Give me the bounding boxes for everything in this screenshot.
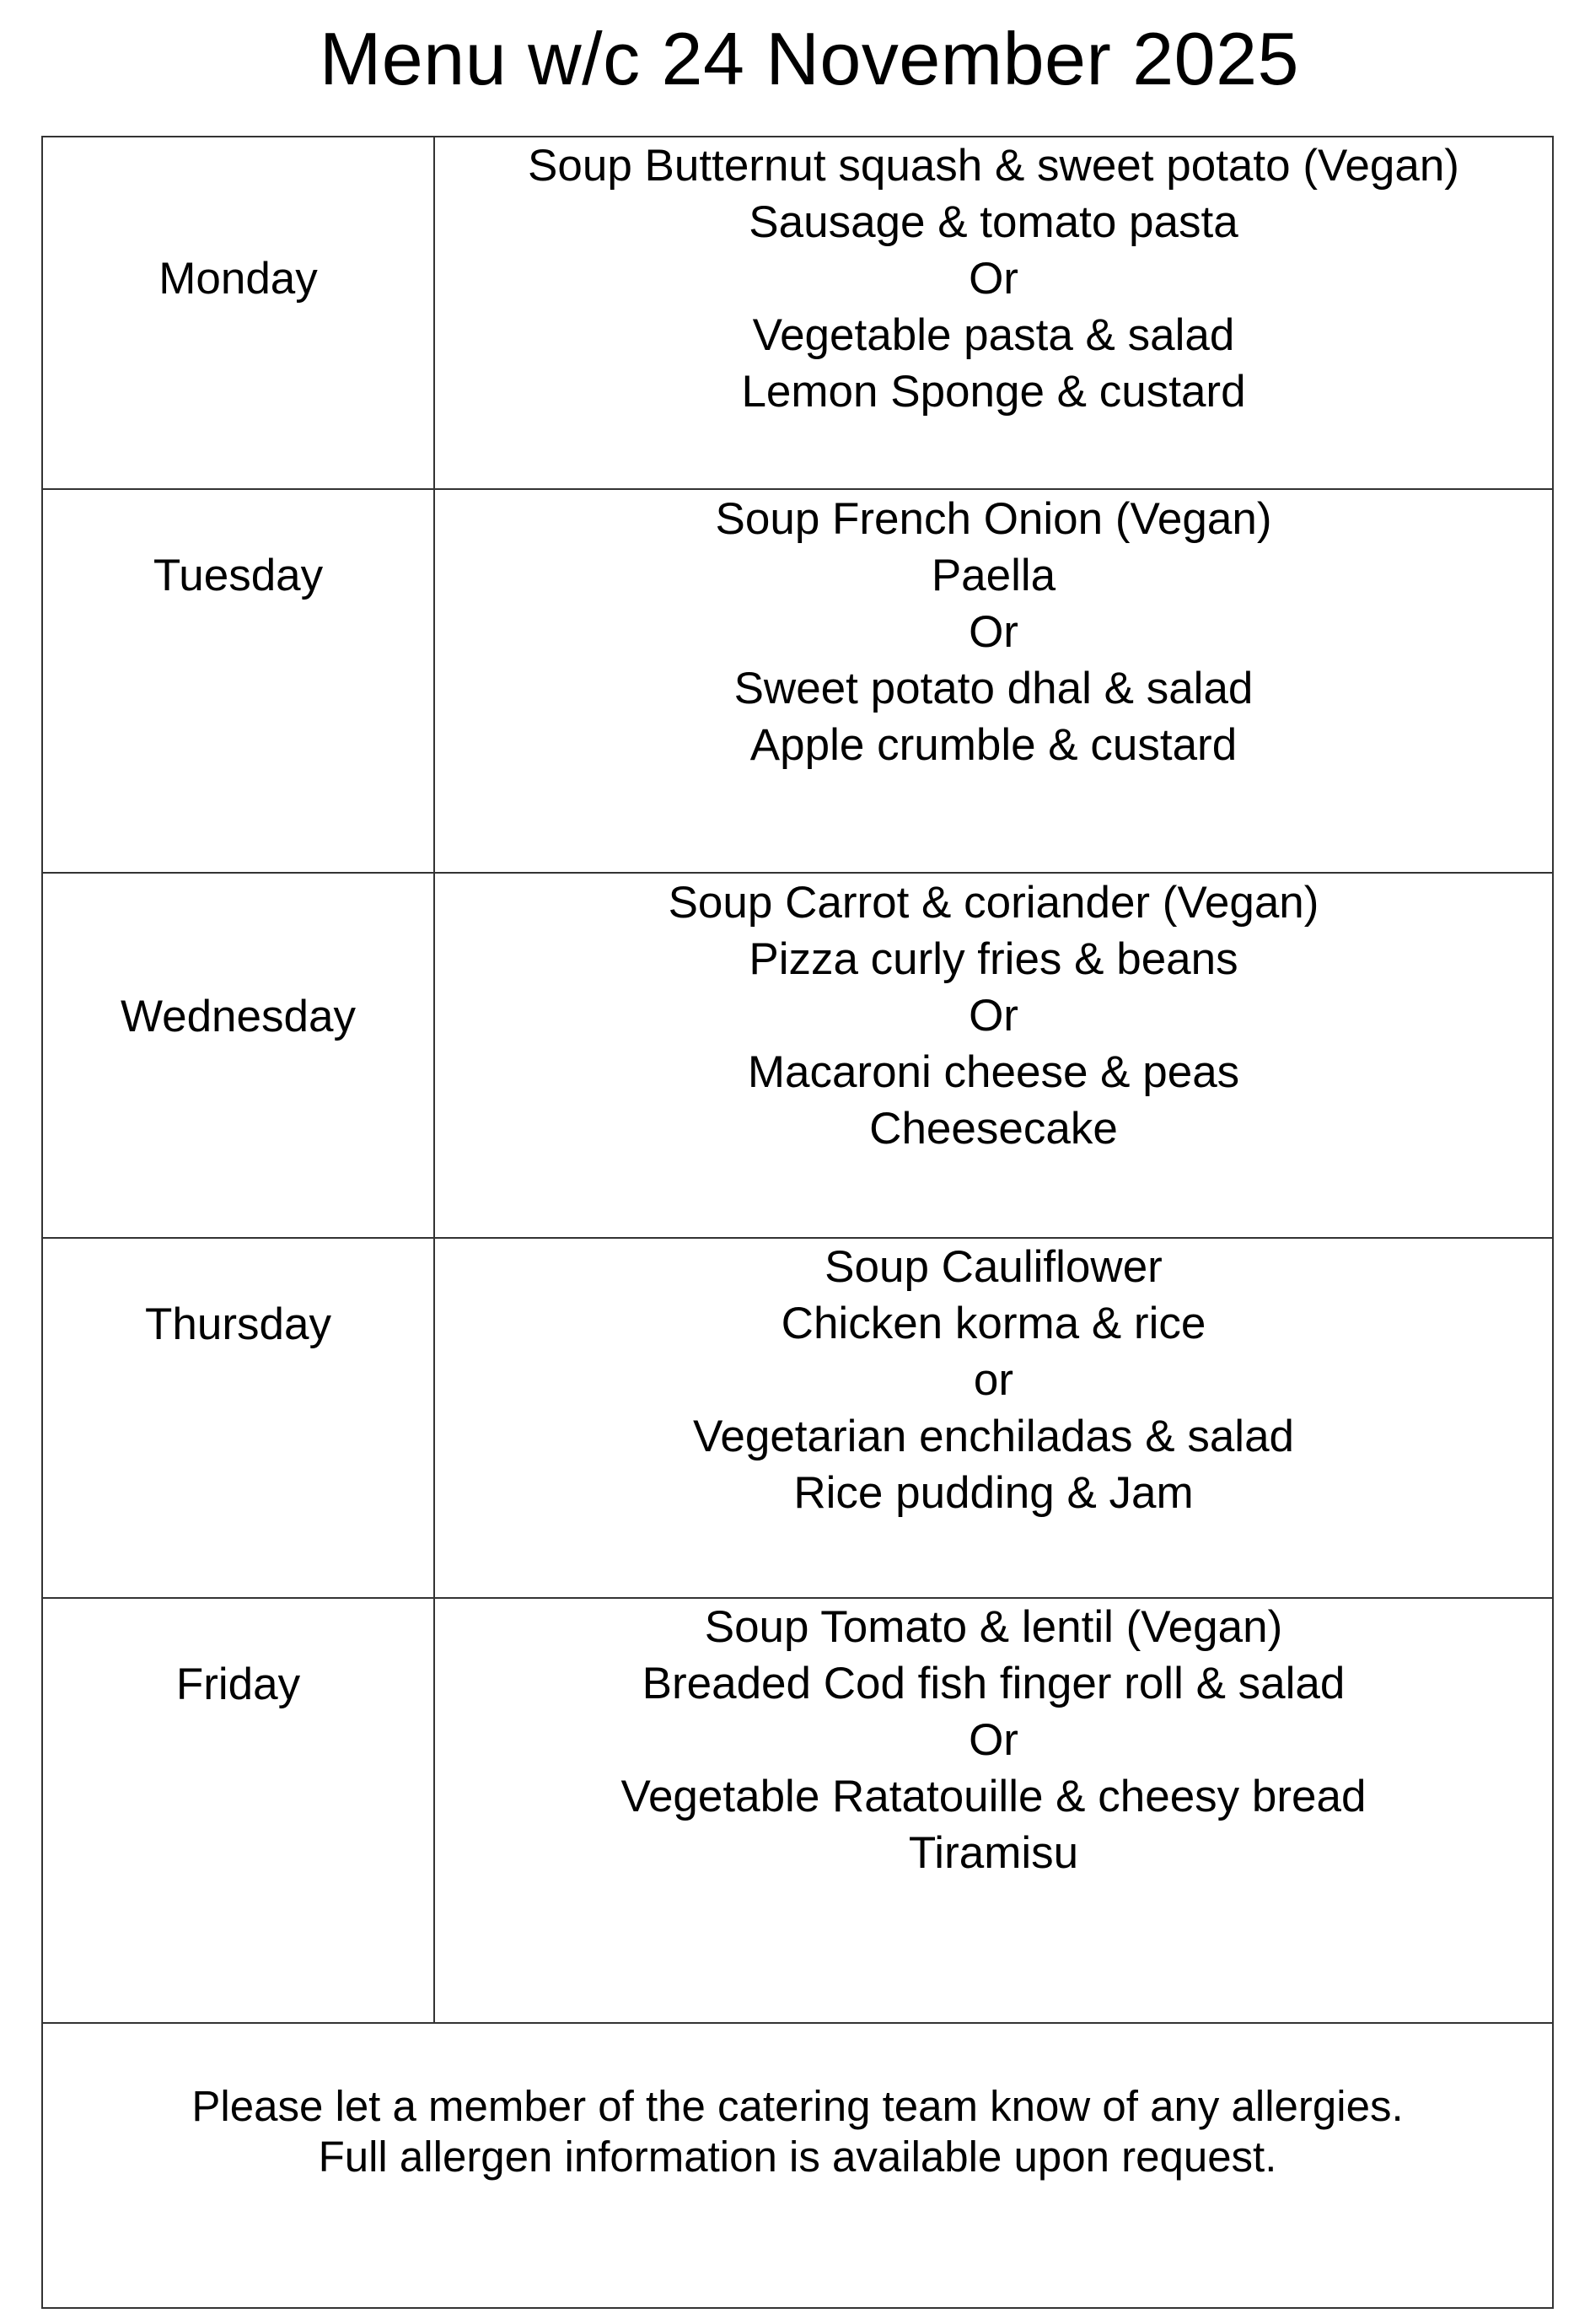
soup-item: Soup Tomato & lentil (Vegan) [704, 1602, 1283, 1652]
main-item: Sausage & tomato pasta [749, 197, 1238, 247]
day-label: Tuesday [153, 551, 324, 600]
day-cell-wednesday [42, 873, 434, 1238]
alternative-item: Vegetable pasta & salad [752, 310, 1235, 360]
day-label: Wednesday [121, 992, 356, 1041]
menu-row-tuesday [42, 489, 1553, 873]
day-label: Friday [175, 1660, 301, 1709]
soup-item: Soup Carrot & coriander (Vegan) [668, 878, 1319, 928]
or-separator: Or [969, 1715, 1018, 1765]
day-cell-tuesday [42, 489, 434, 873]
alternative-item: Sweet potato dhal & salad [733, 664, 1254, 713]
main-item: Paella [931, 551, 1056, 600]
allergy-notice [42, 2023, 1553, 2308]
or-separator: Or [969, 991, 1018, 1041]
soup-item: Soup Cauliflower [825, 1242, 1163, 1292]
day-cell-thursday [42, 1238, 434, 1598]
dessert-item: Tiramisu [908, 1828, 1079, 1878]
main-item: Pizza curly fries & beans [749, 934, 1238, 984]
dessert-item: Rice pudding & Jam [793, 1468, 1194, 1518]
dishes-cell-monday [434, 137, 1553, 489]
menu-table [41, 136, 1554, 2309]
allergy-notice-line: Please let a member of the catering team know of any allergies. [191, 2082, 1404, 2130]
day-cell-monday [42, 137, 434, 489]
day-label: Monday [158, 254, 318, 304]
alternative-item: Vegetable Ratatouille & cheesy bread [620, 1772, 1367, 1821]
menu-row-friday [42, 1598, 1553, 2023]
dessert-item: Lemon Sponge & custard [741, 367, 1246, 417]
dishes-cell-thursday [434, 1238, 1553, 1598]
alternative-item: Vegetarian enchiladas & salad [692, 1412, 1295, 1461]
allergen-info-line: Full allergen information is available upon request. [318, 2133, 1277, 2181]
allergy-notice-row [42, 2023, 1553, 2308]
main-item: Chicken korma & rice [781, 1299, 1206, 1348]
dessert-item: Apple crumble & custard [749, 720, 1238, 770]
main-item: Breaded Cod fish finger roll & salad [642, 1659, 1346, 1708]
menu-row-monday [42, 137, 1553, 489]
dishes-cell-wednesday [434, 873, 1553, 1238]
menu-row-thursday [42, 1238, 1553, 1598]
dishes-cell-tuesday [434, 489, 1553, 873]
soup-item: Soup Butternut squash & sweet potato (Vegan) [528, 141, 1459, 191]
soup-item: Soup French Onion (Vegan) [715, 494, 1272, 544]
or-separator: Or [969, 607, 1018, 657]
day-cell-friday [42, 1598, 434, 2023]
alternative-item: Macaroni cheese & peas [747, 1047, 1240, 1097]
or-separator: or [973, 1355, 1014, 1405]
or-separator: Or [969, 254, 1018, 304]
day-label: Thursday [145, 1299, 331, 1349]
menu-row-wednesday [42, 873, 1553, 1238]
page-title: Menu w/c 24 November 2025 [320, 17, 1299, 100]
dessert-item: Cheesecake [869, 1104, 1118, 1154]
dishes-cell-friday [434, 1598, 1553, 2023]
